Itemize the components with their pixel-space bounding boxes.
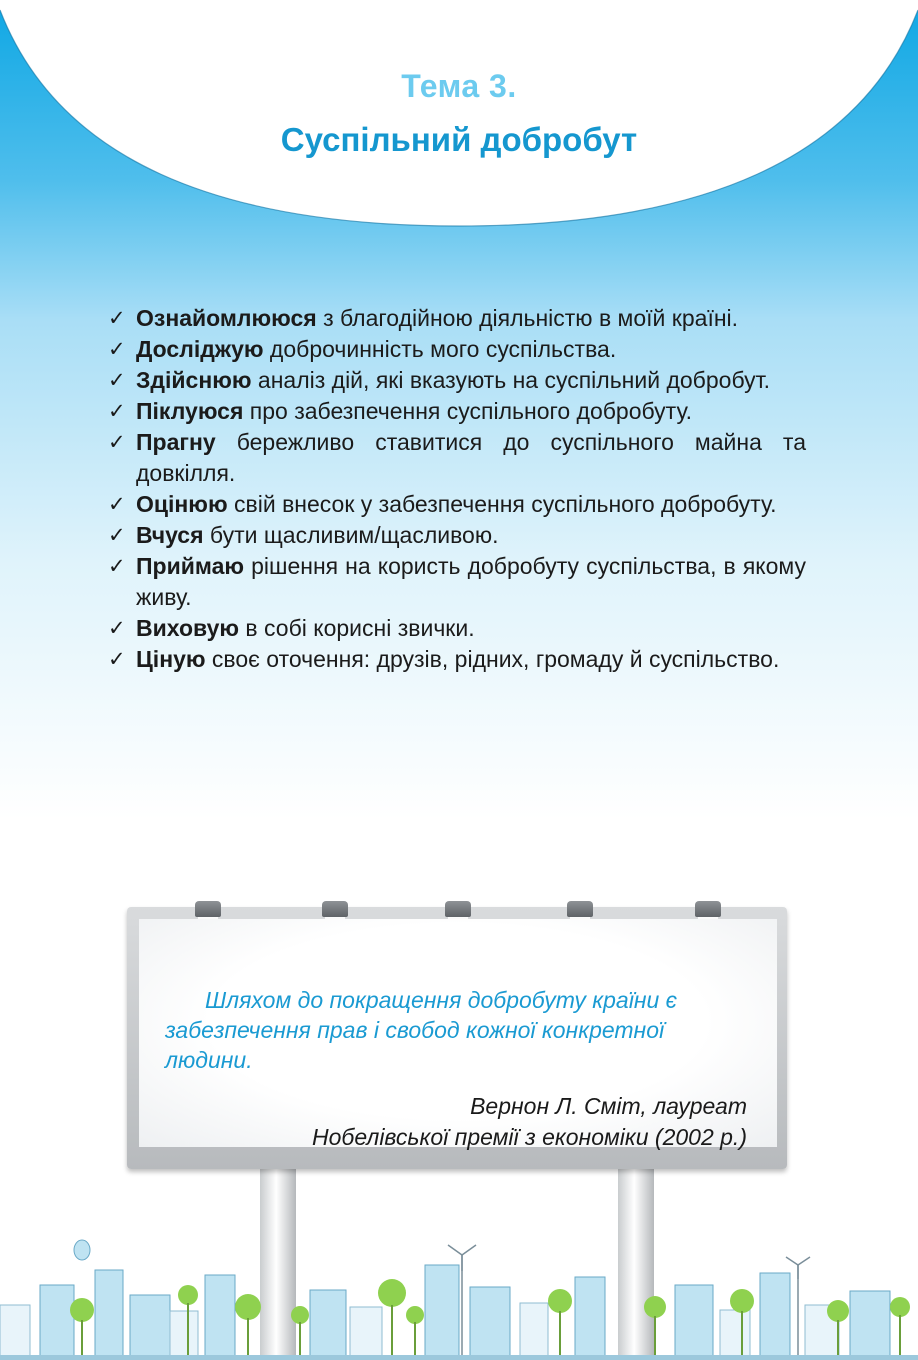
lamp-icon [195, 901, 221, 917]
check-icon: ✓ [108, 492, 126, 516]
goal-text: рішення на користь добробуту суспільства, в якому живу. [136, 553, 806, 610]
author-line-1: Вернон Л. Сміт, лауреат [470, 1093, 747, 1119]
goal-verb: Виховую [136, 615, 240, 641]
check-icon: ✓ [108, 337, 126, 361]
author-line-2: Нобелівської премії з економіки (2002 р.) [311, 1124, 747, 1150]
list-item [108, 613, 806, 644]
title-block [0, 62, 918, 166]
goal-verb: Ознайомлююся [136, 305, 317, 331]
lamp-icon [445, 901, 471, 917]
goal-text: бережливо ставитися до суспільного майна та довкілля. [136, 429, 806, 486]
learning-goals-list [108, 303, 806, 675]
goal-text: доброчинність мого суспільства. [263, 336, 617, 362]
check-icon: ✓ [108, 554, 126, 578]
goal-verb: Вчуся [136, 522, 204, 548]
billboard [127, 907, 787, 1169]
goal-text: своє оточення: друзів, рідних, громаду й суспільство. [205, 646, 780, 672]
check-icon: ✓ [108, 523, 126, 547]
goal-verb: Прагну [136, 429, 216, 455]
check-icon: ✓ [108, 306, 126, 330]
list-item [108, 644, 806, 675]
green-city-illustration [0, 1215, 918, 1360]
list-item [108, 427, 806, 489]
list-item [108, 489, 806, 520]
goal-verb: Здійснюю [136, 367, 252, 393]
check-icon: ✓ [108, 368, 126, 392]
goal-text: аналіз дій, які вказують на суспільний добробут. [251, 367, 770, 393]
quote-attribution [187, 1091, 747, 1153]
goal-verb: Піклуюся [136, 398, 244, 424]
check-icon: ✓ [108, 616, 126, 640]
goal-verb: Ціную [136, 646, 206, 672]
check-icon: ✓ [108, 399, 126, 423]
topic-title: Суспільний добробут [280, 121, 638, 158]
goal-verb: Оцінюю [136, 491, 228, 517]
list-item [108, 520, 806, 551]
list-item [108, 365, 806, 396]
check-icon: ✓ [108, 647, 126, 671]
lamp-icon [567, 901, 593, 917]
lamp-icon [322, 901, 348, 917]
list-item [108, 303, 806, 334]
goal-verb: Досліджую [136, 336, 264, 362]
billboard-panel [139, 919, 777, 1150]
topic-number: Тема 3. [401, 68, 517, 104]
goal-text: свій внесок у забезпечення суспільного добробуту. [227, 491, 777, 517]
check-icon: ✓ [108, 430, 126, 454]
goal-verb: Приймаю [136, 553, 245, 579]
goal-text: в собі корисні звички. [239, 615, 475, 641]
goal-text: про забезпечення суспільного добробуту. [243, 398, 693, 424]
list-item [108, 396, 806, 427]
list-item [108, 551, 806, 613]
list-item [108, 334, 806, 365]
quote-text: Шляхом до покращення добробуту країни є забезпечення прав і свобод кожної конкретної людини. [165, 987, 678, 1073]
lamp-icon [695, 901, 721, 917]
goal-text: бути щасливим/щасливою. [203, 522, 499, 548]
goal-text: з благодійною діяльністю в моїй країні. [316, 305, 739, 331]
